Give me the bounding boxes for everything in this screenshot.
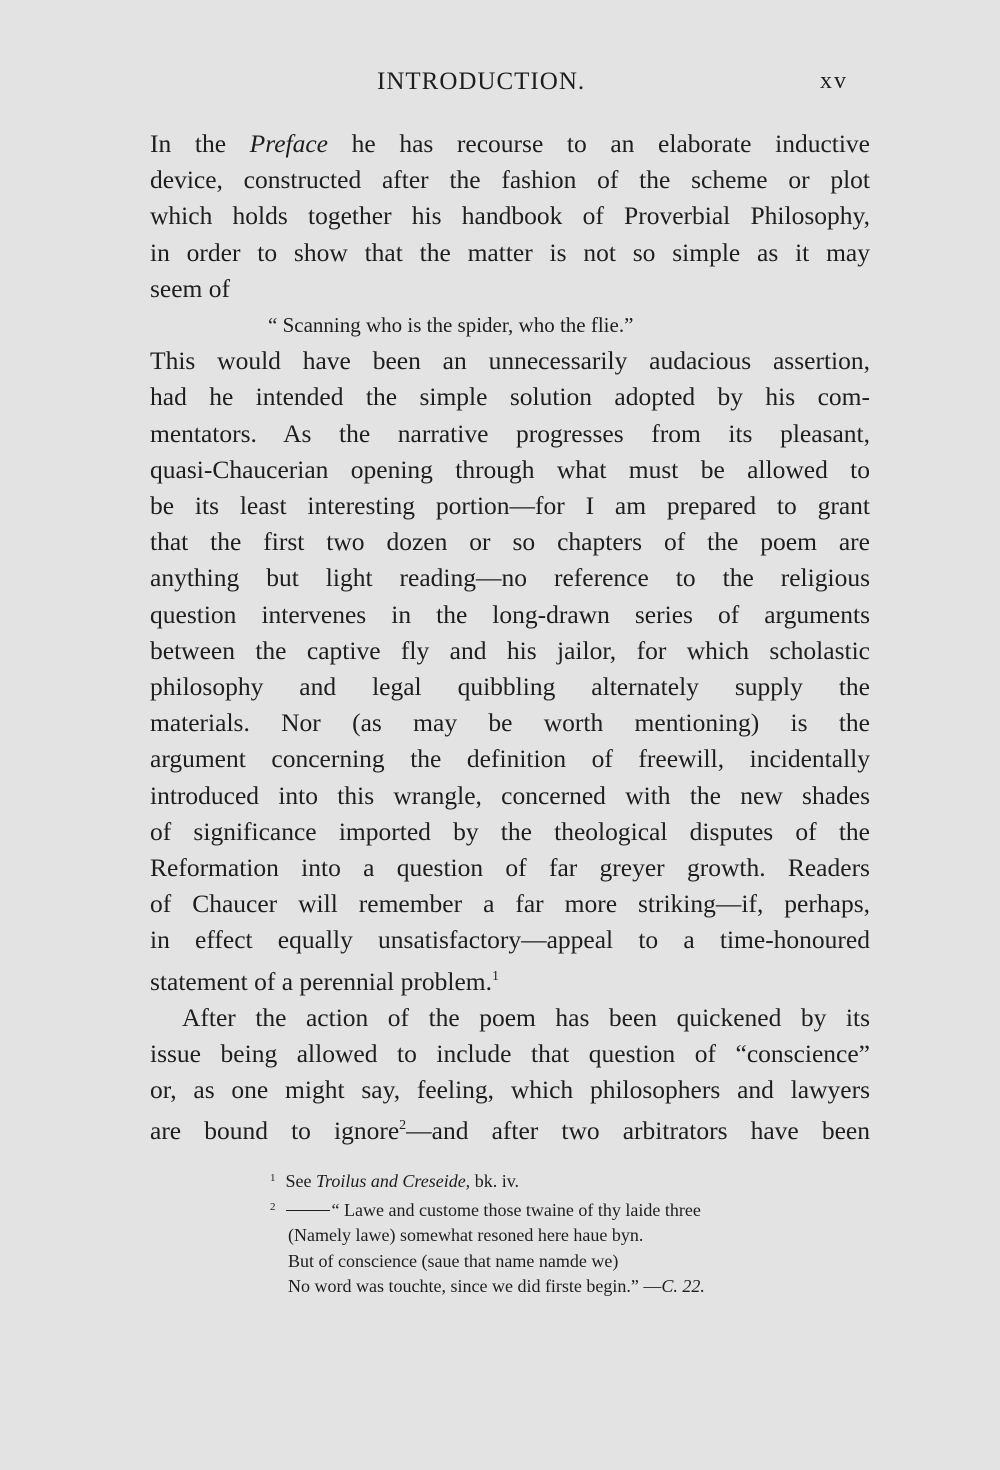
- text-run: “ Lawe and custome those twaine of thy laide three: [331, 1199, 701, 1220]
- block-quote: “ Scanning who is the spider, who the flie.”: [268, 313, 634, 338]
- text-run: In the: [150, 129, 227, 158]
- text-line: be its least interesting portion—for I am prepared to grant: [150, 491, 870, 521]
- text-line: that the first two dozen or so chapters of the poem are: [150, 527, 870, 557]
- text-line: had he intended the simple solution adopted by his com-: [150, 382, 870, 412]
- text-line: Reformation into a question of far greyer growth. Readers: [150, 853, 870, 883]
- citation: C. 22.: [661, 1276, 705, 1296]
- body-text: [150, 126, 870, 1150]
- footnote-line: But of conscience (saue that name namde we): [288, 1250, 619, 1271]
- text-line: or, as one might say, feeling, which philosophers and lawyers: [150, 1075, 870, 1105]
- text-line: device, constructed after the fashion of the scheme or plot: [150, 165, 870, 195]
- text-line: After the action of the poem has been quickened by its: [182, 1002, 870, 1032]
- footnote-ref: 2: [399, 1118, 407, 1134]
- text-line: in effect equally unsatisfactory—appeal to a time-honoured: [150, 925, 870, 955]
- footnote-line: (Namely lawe) somewhat resoned here haue byn.: [288, 1225, 644, 1245]
- text-line: [150, 959, 870, 1000]
- text-line: of significance imported by the theological disputes of the: [150, 816, 870, 846]
- dash-rule: [286, 1210, 330, 1211]
- footnote-line: [270, 1274, 830, 1300]
- text-line: [150, 126, 870, 162]
- text-line: in order to show that the matter is not so simple as it may: [150, 237, 870, 267]
- text-line: philosophy and legal quibbling alternately supply the: [150, 672, 870, 702]
- text-run: No word was touchte, since we did firste begin.” —: [288, 1276, 662, 1296]
- text-run: —and after two arbitrators have been: [406, 1116, 870, 1146]
- italic-title: Troilus and Creseide,: [316, 1171, 471, 1191]
- text-run: he has recourse to an elaborate inductive: [351, 129, 871, 158]
- footnote-2: [270, 1195, 830, 1224]
- text-line: issue being allowed to include that question of “conscience”: [150, 1039, 870, 1069]
- text-line: [150, 1108, 870, 1149]
- page-number: xv: [820, 68, 848, 94]
- text-run: statement of a perennial problem.: [150, 966, 492, 996]
- footnote-ref: 1: [492, 968, 499, 984]
- text-line: argument concerning the definition of freewill, incidentally: [150, 744, 870, 774]
- text-run: See: [285, 1171, 312, 1191]
- text-line: anything but light reading—no reference to the religious: [150, 563, 870, 593]
- italic-title: Preface: [249, 129, 328, 158]
- text-line: seem of: [150, 273, 231, 303]
- paragraph: [150, 343, 870, 958]
- text-line: introduced into this wrangle, concerned with the new shades: [150, 780, 870, 810]
- text-line: mentators. As the narrative progresses from its pleasant,: [150, 418, 870, 448]
- text-line: between the captive fly and his jailor, for which scholastic: [150, 635, 870, 665]
- footnote-marker: 1: [270, 1172, 276, 1184]
- footnotes: [270, 1166, 830, 1300]
- footnote-1: [270, 1166, 830, 1195]
- text-line: quasi-Chaucerian opening through what must be allowed to: [150, 454, 870, 484]
- text-line: materials. Nor (as may be worth mentioning) is the: [150, 708, 870, 738]
- text-line: question intervenes in the long-drawn series of arguments: [150, 599, 870, 629]
- text-line: This would have been an unnecessarily audacious assertion,: [150, 346, 870, 376]
- running-title: INTRODUCTION.: [377, 68, 586, 95]
- running-head: [0, 68, 1000, 102]
- text-line: of Chaucer will remember a far more striking—if, perhaps,: [150, 889, 870, 919]
- text-run: bk. iv.: [474, 1171, 520, 1191]
- text-run: are bound to ignore: [150, 1116, 400, 1146]
- footnote-marker: 2: [270, 1200, 276, 1213]
- text-line: which holds together his handbook of Proverbial Philosophy,: [150, 201, 870, 231]
